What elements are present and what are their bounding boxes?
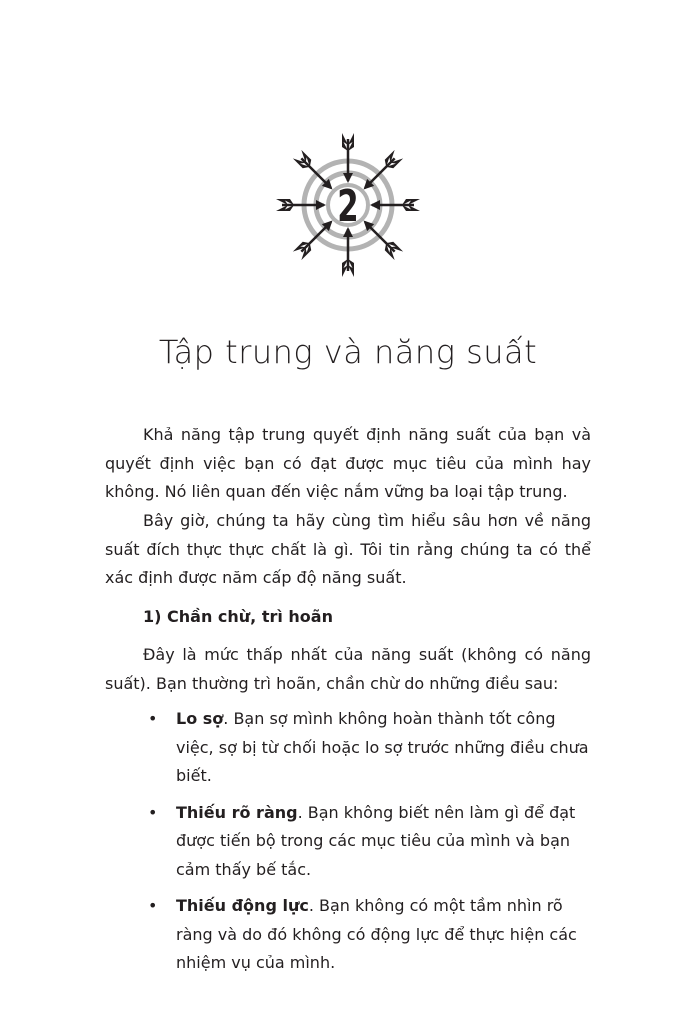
bullet-text: . Bạn không biết nên làm gì để đạt được tiến bộ trong các mục tiêu của mình và bạn cảm thấy bế tắc. (176, 802, 576, 879)
list-item (148, 799, 592, 885)
arrow-icon (359, 216, 403, 260)
chapter-title: Tập trung và năng suất (158, 333, 538, 371)
chapter-target-icon (268, 128, 428, 283)
arrow-icon (293, 150, 337, 194)
bullet-term: Thiếu động lực (176, 896, 309, 915)
bullet-text: . Bạn sợ mình không hoàn thành tốt công việc, sợ bị từ chối hoặc lo sợ trước những điều chưa biết. (176, 709, 589, 785)
section-heading: 1) Chần chừ, trì hoãn (143, 607, 333, 626)
bullet-icon: • (148, 896, 158, 915)
paragraph-text: Bây giờ, chúng ta hãy cùng tìm hiểu sâu hơn về năng suất đích thực thực chất là gì. Tôi tin rằng chúng ta có thể xác định được năm cấp độ năng suất. (105, 511, 591, 587)
paragraph-1 (105, 421, 591, 507)
paragraph-text: Khả năng tập trung quyết định năng suất của bạn và quyết định việc bạn có đạt được mục tiêu của mình hay không. Nó liên quan đến việc nắm vững ba loại tập trung. (105, 425, 591, 501)
section-intro (105, 641, 591, 698)
list-item (148, 705, 592, 791)
bullet-icon: • (148, 802, 158, 822)
paragraph-text: Đây là mức thấp nhất của năng suất (không có năng suất). Bạn thường trì hoãn, chần chừ do những điều sau: (105, 645, 591, 693)
arrow-icon (293, 216, 337, 260)
bullet-term: Thiếu rõ ràng (176, 802, 298, 822)
list-item (148, 892, 592, 978)
bullet-term: Lo sợ (176, 709, 224, 728)
paragraph-2 (105, 507, 591, 593)
bullet-text: . Bạn không có một tầm nhìn rõ ràng và do đó không có động lực để thực hiện các nhiệm vụ của mình. (176, 896, 577, 972)
bullet-icon: • (148, 709, 158, 728)
bullet-list (148, 705, 592, 986)
chapter-number: 2 (337, 182, 359, 233)
arrow-icon (359, 150, 403, 194)
